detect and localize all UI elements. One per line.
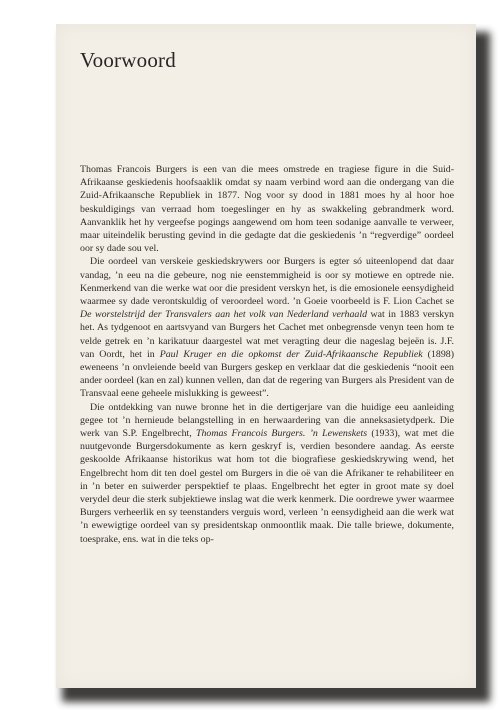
text-run: Thomas Francois Burgers is een van die mees omstrede en tragiese figure in die Suid-Afrikaanse geskiedenis hoofsaaklik omdat sy naam verbind word aan die ondergang van die Zuid-Afrikaansche Republiek in 1877. Nog voor sy dood in 1881 moes hy al hoor hoe beskuldigings van verraad hom toegeslinger en hy as swakkeling gebrandmerk word. Aanvanklik het hy vergeefse pogings aangewend om hom teen sodanige aanvalle te verweer, maar uiteindelik berusting gevind in die gedagte dat die geskiedenis ’n “regverdige” oordeel oor sy dade sou vel. bbox=[80, 164, 454, 255]
paragraph bbox=[80, 255, 454, 400]
book-page bbox=[56, 24, 476, 688]
text-run: (1933), wat met die nuutgevonde Burgersdokumente as kern geskryf is, verdien besondere aandag. As eerste geskoolde Afrikaanse historikus wat hom tot die biografiese geskiedskrywing wend, het Engelbrecht hom dit ten doel gestel om Burgers in die oë van die Afrikaner te rehabiliteer en in ’n beter en suiwerder perspektief te plaas. Engelbrecht het egter in groot mate sy doel verydel deur die sterk subjektiewe inslag wat die werk kenmerk. Die oordrewe ywer waarmee Burgers verheerlik en sy teenstanders verguis word, verleen ’n eensydigheid aan die werk wat ’n ewewigtige oordeel van sy presidentskap onmoontlik maak. Die talle briewe, dokumente, toesprake, ens. wat in die teks op- bbox=[80, 428, 454, 545]
italic-title-run: De worstelstrijd der Transvalers aan het volk van Nederland verhaald bbox=[80, 309, 368, 321]
paragraph bbox=[80, 163, 454, 255]
paragraph bbox=[80, 401, 454, 546]
text-run: Die oordeel van verskeie geskiedskrywers oor Burgers is egter só uiteenlopend dat daar vandag, ’n eeu na die gebeure, nog nie eenstemmigheid is oor sy motiewe en optrede nie. Kenmerkend van die werke wat oor die president verskyn het, is die emosionele eensydigheid waarmee sy dade verontskuldig of veroordeel word. ’n Goeie voorbeeld is F. Lion Cachet se bbox=[80, 256, 454, 308]
text-run: wat in 1883 verskyn het. As tydgenoot en aartsvyand van Burgers het Cachet met onbegrensde venyn teen hom te velde getrek en ’n karikatuur daargestel wat met veragting deur die nageslag bejeën is. J.F. van Oordt, het in bbox=[80, 309, 454, 360]
text-run: (1898) eweneens ’n onvleiende beeld van Burgers geskep en verklaar dat die geskiedenis “nooit een ander oordeel (kan en zal) kunnen vellen, dan dat de regering van Burgers als President van de Transvaal eene geheele mislukking is geweest”. bbox=[80, 348, 454, 400]
italic-title-run: Thomas Francois Burgers. ’n Lewenskets bbox=[196, 428, 368, 440]
text-run: Die ontdekking van nuwe bronne het in die dertigerjare van die huidige eeu aanleiding gegee tot ’n hernieude belangstelling in en herwaardering van die anneksasietydperk. Die werk van S.P. Engelbrecht, bbox=[80, 401, 454, 440]
body-text bbox=[80, 163, 454, 546]
italic-title-run: Paul Kruger en die opkomst der Zuid-Afrikaansche Republiek bbox=[159, 348, 423, 360]
page-title: Voorwoord bbox=[80, 48, 176, 72]
